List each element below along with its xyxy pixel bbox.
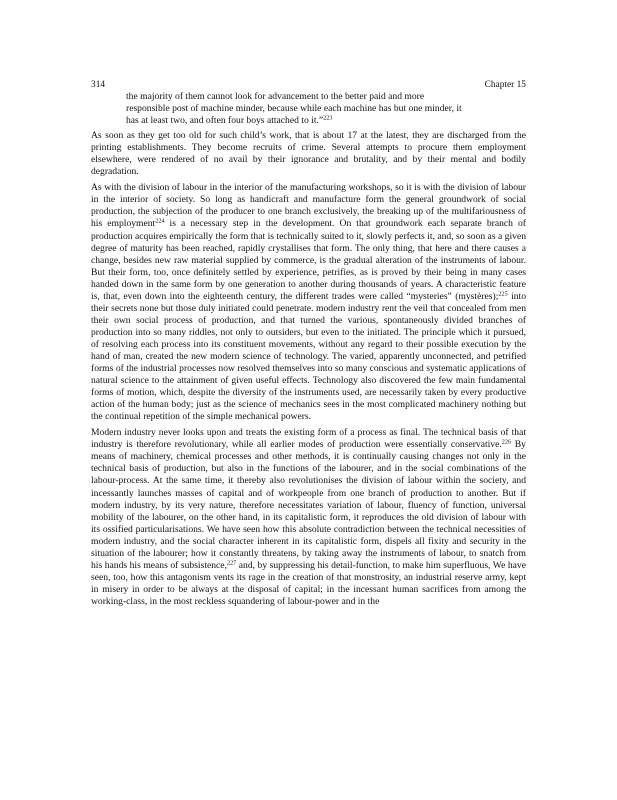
paragraph-division-of-labour — [91, 182, 526, 423]
block-quote-text: the majority of them cannot look for advancement to the better paid and more responsible post of machine minder, because while each machine has but one minder, it has at least two, and often four boys attached to it.” — [126, 91, 462, 127]
chapter-label: Chapter 15 — [484, 80, 526, 90]
block-quote — [126, 91, 468, 127]
page-number: 314 — [91, 80, 106, 90]
paragraph-child-labour — [91, 130, 526, 178]
footnote-ref-227[interactable]: 227 — [226, 559, 237, 567]
paragraph-text: As soon as they get too old for such child’s work, that is about 17 at the latest, they are discharged from the printing establishments. They become recruits of crime. Several attempts to procure them employment elsewhere, were rendered of no avail by their ignorance and brutality, and by their mental and bodily degradation. — [91, 130, 526, 178]
paragraph-text: Modern industry never looks upon and treats the existing form of a process as final. The technical basis of that industry is therefore revolutionary, while all earlier modes of production were essentially conservative. — [91, 427, 526, 451]
footnote-ref-225[interactable]: 225 — [498, 290, 508, 298]
footnote-ref-224[interactable]: 224 — [155, 217, 165, 225]
running-header — [91, 79, 526, 91]
paragraph-modern-industry — [91, 427, 526, 608]
paragraph-text: is a necessary step in the development. On that groundwork each separate branch of production acquires empirically the form that is technically suited to it, slowly perfects it, and, so soon as a given degree of maturity has been reached, rapidly crystallises that form. The only thing, that here and there causes a change, besides new raw material supplied by commerce, is the gradual alteration of the instruments of labour. But their form, too, once definitely settled by experience, petrifies, as is proved by their being in many cases handed down in the same form by one generation to another during thousands of years. A characteristic feature is, that, even down into the eighteenth century, the different trades were called “mysteries” (mystères); — [91, 218, 526, 302]
footnote-ref-226[interactable]: 226 — [501, 438, 512, 446]
paragraph-text: By means of machinery, chemical processes and other methods, it is continually causing changes not only in the technical basis of production, but also in the functions of the labourer, and in the social combinations of the labour-process. At the same time, it thereby also revolutionises the division of labour within the society, and incessantly launches masses of capital and of workpeople from one branch of production to another. But if modern industry, by its very nature, therefore necessitates variation of labour, fluency of function, universal mobility of the labourer, on the other hand, in its capitalistic form, it reproduces the old division of labour with its ossified particularisations. We have seen how this absolute contradiction between the technical necessities of modern industry, and the social character inherent in its capitalistic form, dispels all fixity and security in the situation of the labourer; how it constantly threatens, by taking away the instruments of labour, to snatch from his hands his means of subsistence, — [91, 439, 526, 571]
paragraph-text: and, by suppressing his detail-function, to make him superfluous, We have seen, too, how this antagonism vents its rage in the creation of that monstrosity, an industrial reserve army, kept in misery in order to be always at the disposal of capital; in the incessant human sacrifices from among the working-class, in the most reckless squandering of labour-power and in the — [91, 559, 526, 607]
paragraph-text: into their secrets none but those duly initiated could penetrate. modern industry rent the veil that concealed from men their own social process of production, and that turned the various, spontaneously divided branches of production into so many riddles, not only to outsiders, but even to the initiated. The principle which it pursued, of resolving each process into its constituent movements, without any regard to their possible execution by the hand of man, created the new modern science of technology. The varied, apparently unconnected, and petrified forms of the industrial processes now resolved themselves into so many conscious and systematic applications of natural science to the attainment of given useful effects. Technology also discovered the few main fundamental forms of motion, which, despite the diversity of the instruments used, are necessarily taken by every productive action of the human body; just as the science of mechanics sees in the most complicated machinery nothing but the continual repetition of the simple mechanical powers. — [91, 290, 526, 423]
paragraph-text: As with the division of labour in the interior of the manufacturing workshops, so it is with the division of labour in the interior of society. So long as handicraft and manufacture form the general groundwork of social production, the subjection of the producer to one branch exclusively, the breaking up of the multifariousness of his employment — [91, 182, 526, 230]
footnote-ref-223[interactable]: 223 — [323, 114, 333, 122]
body-text — [91, 91, 526, 612]
